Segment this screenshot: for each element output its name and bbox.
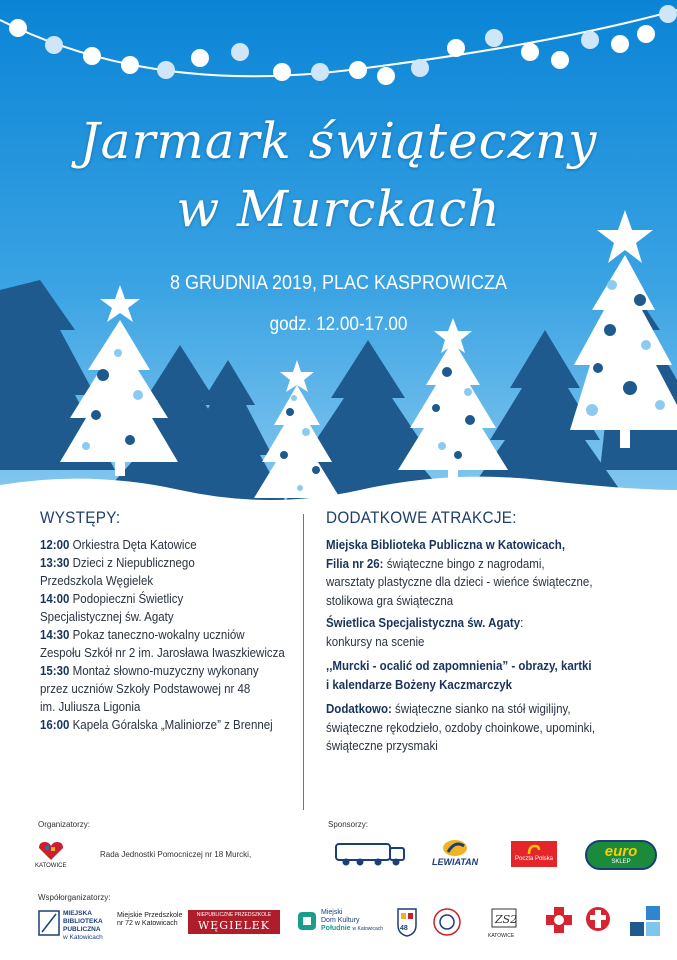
sponsors-label: Sponsorzy: <box>328 820 369 829</box>
club-text: konkursy na scenie <box>326 634 425 649</box>
coorganizers-label: Współorganizatorzy: <box>38 893 111 902</box>
column-divider <box>303 514 304 810</box>
event-hours: godz. 12.00-17.00 <box>269 314 408 335</box>
event-date-place: 8 GRUDNIA 2019, PLAC KASPROWICZA <box>169 272 508 294</box>
school-48-number: 48 <box>400 925 408 932</box>
performance-time: 15:30 <box>40 664 70 678</box>
performance-text: Kapela Góralska „Maliniorze” z Brennej <box>72 718 273 732</box>
wegielek-logo <box>188 910 280 934</box>
performance-time: 14:00 <box>40 592 70 606</box>
lewiatan-logo-text: LEWIATAN <box>432 857 479 867</box>
performance-time: 12:00 <box>40 538 70 552</box>
extra-text: świąteczne sianko na stół wigilijny, <box>395 702 571 716</box>
performance-item <box>40 626 290 662</box>
organizers-label: Organizatorzy: <box>38 820 91 829</box>
exhibit-line: ,,Murcki - ocalić od zapomnienia” - obrazy, kartki <box>326 659 592 673</box>
preschool-line: nr 72 w Katowicach <box>117 920 178 927</box>
title-line-2: w Murckach <box>176 180 501 238</box>
lewiatan-logo-icon <box>440 838 470 858</box>
mdk-logo-icon <box>298 910 318 932</box>
katowice-logo-icon <box>36 840 66 862</box>
blue-squares-logo-icon <box>628 904 662 938</box>
performance-text: Podopieczni Świetlicy <box>72 592 184 606</box>
performance-text: przez uczniów Szkoły Podstawowej nr 48 <box>40 682 251 696</box>
library-logo-line: w Katowicach <box>63 934 103 941</box>
library-text: stolikowa gra świąteczna <box>326 593 454 608</box>
zs2-logo-icon <box>490 905 518 931</box>
exhibit-line: i kalendarze Bożeny Kaczmarczyk <box>326 677 513 692</box>
attractions-heading: DODATKOWE ATRAKCJE: <box>326 508 517 527</box>
euro-sklep-logo <box>585 840 657 870</box>
mdk-sub: w Katowicach <box>352 926 384 932</box>
attraction-library <box>326 536 630 610</box>
performance-text: Zespołu Szkół nr 2 im. Jarosława Iwaszkiewicza <box>40 646 285 660</box>
library-name: Miejska Biblioteka Publiczna w Katowicach, <box>326 538 566 552</box>
performances-column <box>40 508 290 734</box>
poczta-polska-text: Poczta Polska <box>514 856 554 862</box>
euro-logo-text: euro <box>604 843 638 860</box>
performance-text: Przedszkola Węgielek <box>40 574 154 588</box>
performance-time: 14:30 <box>40 628 70 642</box>
svg-text:ZS2: ZS2 <box>495 913 518 926</box>
mdk-line: Miejski <box>321 909 343 916</box>
library-logo-line: BIBLIOTEKA <box>63 918 103 925</box>
title-line-1: Jarmark świąteczny <box>79 112 598 170</box>
performances-heading: WYSTĘPY: <box>40 508 121 527</box>
red-cross-logo-icon <box>542 905 576 935</box>
school-badge-icon <box>432 907 462 937</box>
mdk-line: Dom Kultury <box>321 917 360 924</box>
performance-text: Specjalistycznej św. Agaty <box>40 610 174 624</box>
katowice-logo-text: KATOWICE <box>35 863 67 869</box>
library-branch: Filia nr 26: <box>326 556 384 571</box>
attraction-exhibit <box>326 657 630 694</box>
performance-text: Montaż słowno-muzyczny wykonany <box>72 664 259 678</box>
mdk-line: Południe <box>321 925 351 932</box>
poczta-polska-logo <box>511 841 557 867</box>
preschool-logo-text <box>117 912 182 928</box>
zs2-katowice-text: KATOWICE <box>488 933 515 939</box>
attractions-column <box>326 508 656 760</box>
mdk-logo-text <box>321 909 383 933</box>
performance-time: 13:30 <box>40 556 70 570</box>
posthorn-icon <box>527 844 541 856</box>
wegielek-text: WĘGIELEK <box>197 919 271 932</box>
library-text: warsztaty plastyczne dla dzieci - wieńce świąteczne, <box>326 575 593 589</box>
performance-text: Pokaz taneczno-wokalny uczniów <box>72 628 245 642</box>
library-logo-line: MIEJSKA <box>63 910 92 917</box>
caritas-logo-icon <box>584 905 612 933</box>
attraction-club <box>326 614 630 651</box>
mdk-line-3 <box>321 925 383 933</box>
attraction-extra <box>326 700 630 756</box>
performance-text: Dzieci z Niepublicznego <box>72 556 195 570</box>
club-name: Świetlica Specjalistyczna św. Agaty <box>326 616 521 630</box>
performance-item <box>40 536 290 554</box>
library-logo-icon <box>38 910 60 936</box>
performance-text: im. Juliusza Ligonia <box>40 700 141 714</box>
preschool-line: Miejskie Przedszkole <box>117 912 183 919</box>
performance-item <box>40 590 290 626</box>
performance-item <box>40 716 290 734</box>
performance-time: 16:00 <box>40 718 70 732</box>
extra-text: świąteczne rękodzieło, ozdoby choinkowe, upominki, <box>326 720 596 735</box>
library-text: świąteczne bingo z nagrodami, <box>386 556 545 571</box>
extra-label: Dodatkowo: <box>326 702 392 716</box>
library-logo-text <box>63 910 103 942</box>
extra-text: świąteczne przysmaki <box>326 739 438 753</box>
performance-item <box>40 662 290 716</box>
sklep-logo-text: SKLEP <box>611 859 631 865</box>
library-logo-line: PUBLICZNA <box>63 926 101 933</box>
performance-text: Orkiestra Dęta Katowice <box>72 538 197 552</box>
performance-item <box>40 554 290 590</box>
council-name: Rada Jednostki Pomocniczej nr 18 Murcki, <box>100 850 252 859</box>
club-colon: : <box>520 616 524 630</box>
wegielek-small-text: NIEPUBLICZNE PRZEDSZKOLE <box>196 912 272 918</box>
truck-sponsor-logo <box>330 840 410 868</box>
